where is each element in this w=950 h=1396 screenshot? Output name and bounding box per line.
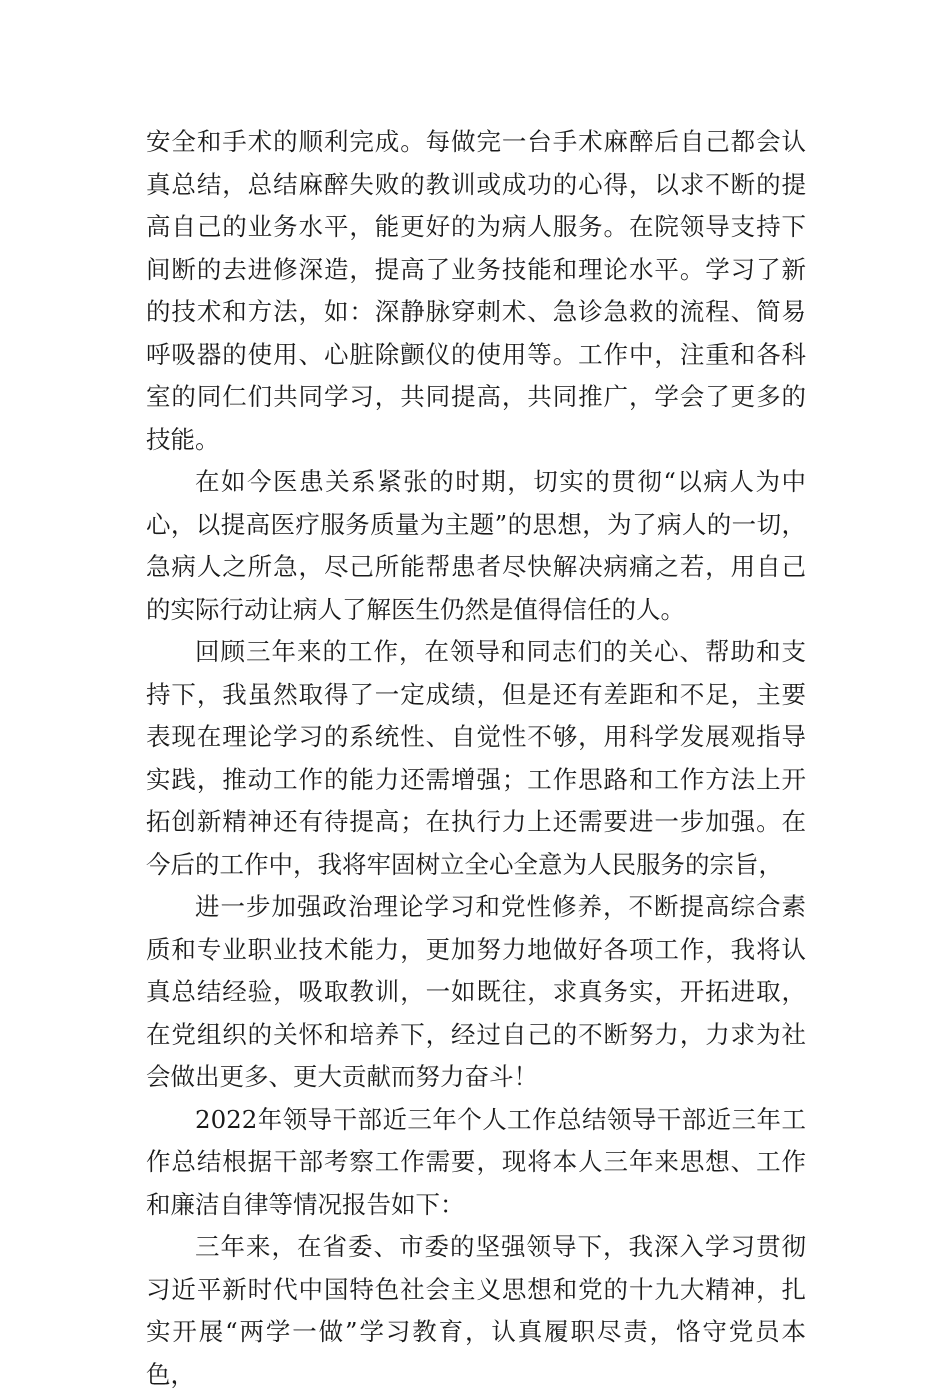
document-body (146, 121, 806, 1396)
paragraph-continuation: 安全和手术的顺利完成。每做完一台手术麻醉后自己都会认真总结，总结麻醉失败的教训或成功的心得，以求不断的提高自己的业务水平，能更好的为病人服务。在院领导支持下间断的去进修深造，提高了业务技能和理论水平。学习了新的技术和方法，如：深静脉穿刺术、急诊急救的流程、简易呼吸器的使用、心脏除颤仪的使用等。工作中，注重和各科室的同仁们共同学习，共同提高，共同推广，学会了更多的技能。 (146, 127, 806, 454)
paragraph-commitment: 进一步加强政治理论学习和党性修养，不断提高综合素质和专业职业技术能力，更加努力地做好各项工作，我将认真总结经验，吸取教训，一如既往，求真务实，开拓进取，在党组织的关怀和培养下，经过自己的不断努力，力求为社会做出更多、更大贡献而努力奋斗！ (146, 892, 806, 1091)
paragraph-report-intro: 2022年领导干部近三年个人工作总结领导干部近三年工作总结根据干部考察工作需要，现将本人三年来思想、工作和廉洁自律等情况报告如下： (146, 1104, 806, 1219)
paragraph-doctor-patient: 在如今医患关系紧张的时期，切实的贯彻“以病人为中心，以提高医疗服务质量为主题”的思想，为了病人的一切，急病人之所急，尽己所能帮患者尽快解决病痛之若，用自己的实际行动让病人了解医生仍然是值得信任的人。 (146, 467, 806, 624)
paragraph-three-years: 三年来，在省委、市委的坚强领导下，我深入学习贯彻习近平新时代中国特色社会主义思想和党的十九大精神，扎实开展“两学一做”学习教育，认真履职尽责，恪守党员本色， (146, 1232, 806, 1389)
paragraph-review: 回顾三年来的工作，在领导和同志们的关心、帮助和支持下，我虽然取得了一定成绩，但是还有差距和不足，主要表现在理论学习的系统性、自觉性不够，用科学发展观指导实践，推动工作的能力还需增强；工作思路和工作方法上开拓创新精神还有待提高；在执行力上还需要进一步加强。在今后的工作中，我将牢固树立全心全意为人民服务的宗旨， (146, 637, 806, 879)
